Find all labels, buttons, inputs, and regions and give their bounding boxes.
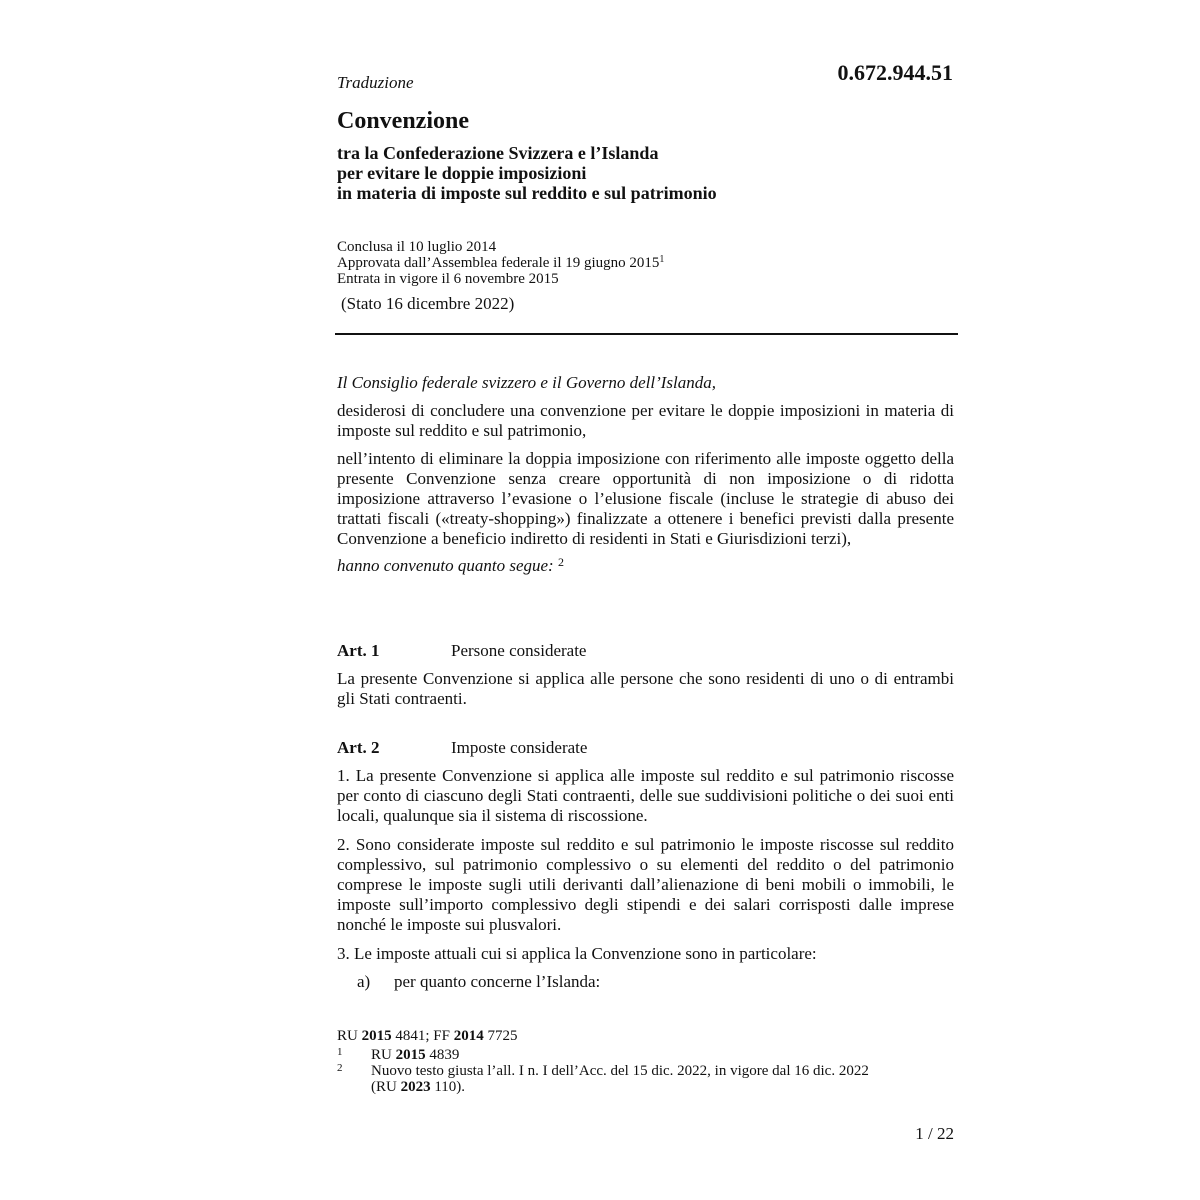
concluded-date: Conclusa il 10 luglio 2014 [337,239,497,255]
article-number: Art. 1 [337,641,380,660]
footnote-ref[interactable]: 2 [557,555,564,569]
preamble-agreed [337,556,954,576]
article-paragraph: 1. La presente Convenzione si applica alle imposte sul reddito e sul patrimonio riscosse per conto di ciascuno degli Stati contraenti, delle sue suddivisioni politiche o dei suoi enti locali, qualunque sia il sistema di riscossione. [337,766,954,825]
subtitle-line: per evitare le doppie imposizioni [337,163,587,183]
status-date: (Stato 16 dicembre 2022) [341,294,515,313]
subtitle-line: tra la Confederazione Svizzera e l’Islanda [337,143,659,163]
preamble-paragraph: nell’intento di eliminare la doppia imposizione con riferimento alle imposte oggetto della presente Convenzione senza creare opportunità di non imposizione o di ridotta imposizione attraverso l’evasione o l’elusione fiscale (incluse le strategie di abuso dei trattati fiscali («treaty-shopping») finalizzate a ottenere i benefici previsti dalla presente Convenzione a beneficio indiretto di residenti in Stati e Giurisdizioni terzi), [337,449,954,548]
article-title: Imposte considerate [451,738,588,757]
footnote-text: RU 2015 4839 [371,1047,460,1063]
translation-label: Traduzione [337,73,414,92]
page-number: 1 / 22 [915,1124,954,1143]
subtitle-line: in materia di imposte sul reddito e sul patrimonio [337,183,717,203]
list-item-letter: a) [357,972,371,991]
article-number: Art. 2 [337,738,380,757]
footnote-ref[interactable]: 1 [659,254,665,265]
sr-number: 0.672.944.51 [837,60,953,85]
list-item-text: per quanto concerne l’Islanda: [394,972,601,991]
source-reference: RU 2015 4841; FF 2014 7725 [337,1028,518,1044]
footnote-number: 1 [337,1046,343,1058]
approved-date: Approvata dall’Assemblea federale il 19 giugno 2015 [337,255,660,271]
approved-line [337,255,664,271]
article-title: Persone considerate [451,641,587,660]
article-paragraph: 2. Sono considerate imposte sul reddito e sul patrimonio le imposte riscosse sul reddito complessivo, sul patrimonio complessivo o su elementi del reddito o del patrimonio comprese le imposte sugli utili derivanti dall’alienazione di beni mobili o immobili, le imposte sull’importo complessivo degli stipendi e dei salari corrisposti dalle imprese nonché le imposte sui plusvalori. [337,835,954,934]
header-divider [335,333,958,335]
preamble-paragraph: desiderosi di concludere una convenzione per evitare le doppie imposizioni in materia di imposte sul reddito e sul patrimonio, [337,401,954,440]
in-force-date: Entrata in vigore il 6 novembre 2015 [337,271,559,287]
document-title: Convenzione [337,108,469,134]
article-paragraph: La presente Convenzione si applica alle persone che sono residenti di uno o di entrambi gli Stati contraenti. [337,669,954,708]
document-subtitle [337,143,717,203]
footnote-number: 2 [337,1062,343,1074]
preamble-parties: Il Consiglio federale svizzero e il Governo dell’Islanda, [337,373,716,392]
footnote-text: Nuovo testo giusta l’all. I n. I dell’Acc. del 15 dic. 2022, in vigore dal 16 dic. 2022 (RU 2023 110). [371,1063,869,1095]
article-paragraph: 3. Le imposte attuali cui si applica la Convenzione sono in particolare: [337,944,817,963]
agreed-text: hanno convenuto quanto segue: [337,556,554,575]
dates-block [337,239,664,287]
